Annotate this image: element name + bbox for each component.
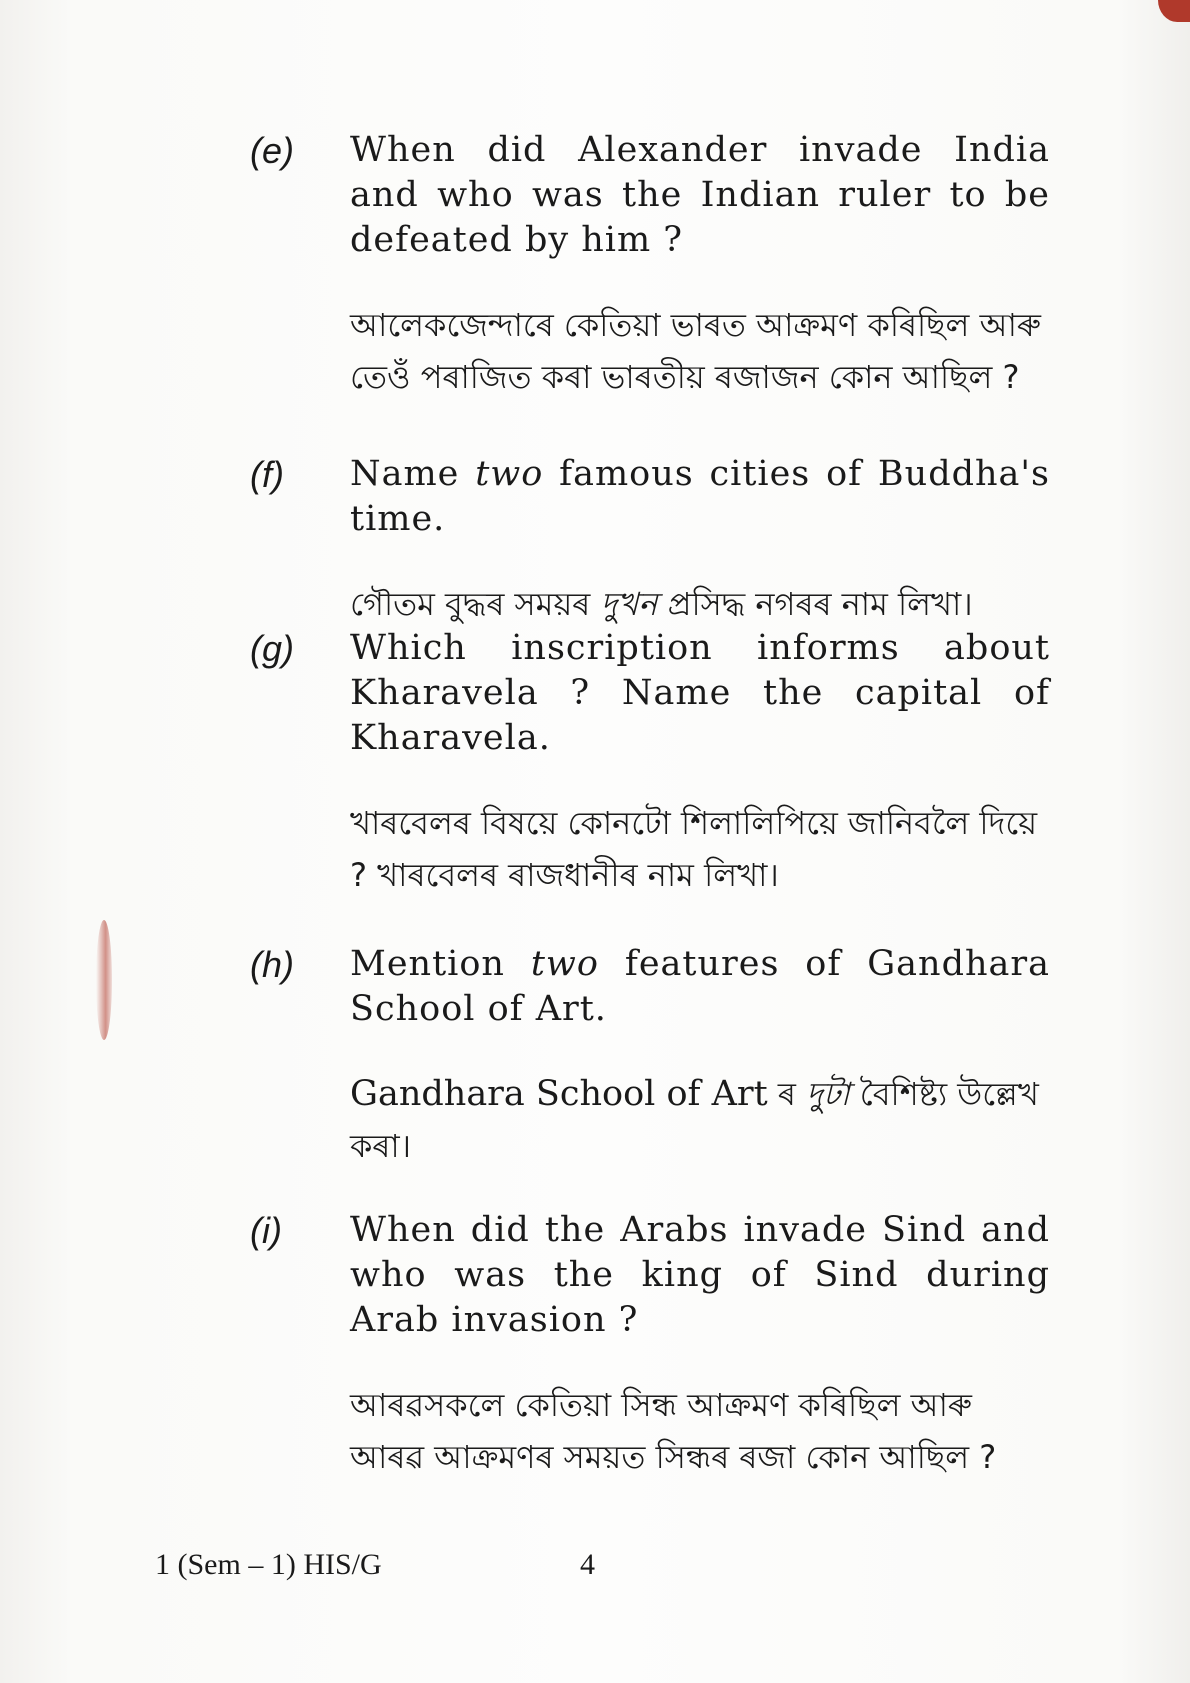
question-english-text [350,942,1050,1032]
question-english-text [350,452,1050,542]
text-part: ৰ [767,1075,807,1113]
question-label: (g) [250,628,294,669]
text-part: famous cities of Buddha's time. [350,454,1050,539]
question-english-text: When did the Arabs invade Sind and who was the king of Sind during Arab invasion ? [350,1210,1050,1340]
question-h [250,942,1050,1172]
question-f [250,452,1050,630]
question-assamese-text: খাৰবেলৰ বিষয়ে কোনটো শিলালিপিয়ে জানিবলৈ দিয়ে ? খাৰবেলৰ ৰাজধানীৰ নাম লিখা। [350,804,1038,894]
finger-edge-shadow [96,920,112,1040]
question-label: (f) [250,454,284,495]
text-part: Mention [350,944,531,984]
question-english-text: Which inscription informs about Kharavela ? Name the capital of Kharavela. [350,628,1050,758]
question-g [250,626,1050,901]
question-label: (i) [250,1210,282,1251]
question-english-text: When did Alexander invade India and who was the Indian ruler to be defeated by him ? [350,130,1050,260]
red-corner-mark [1158,0,1190,22]
text-part: গৌতম বুদ্ধৰ সময়ৰ [350,585,601,623]
question-i [250,1208,1050,1483]
text-part: features of Gandhara School of Art. [350,944,1050,1029]
text-part: Name [350,454,476,494]
page-number: 4 [580,1548,595,1581]
emphasis-text: two [475,454,544,494]
emphasis-text: দুখন [600,585,658,623]
question-label: (h) [250,944,294,985]
question-assamese-text [350,1068,1050,1172]
text-part: প্ৰসিদ্ধ নগৰৰ নাম লিখা। [657,585,973,623]
emphasis-text: two [530,944,599,984]
text-part: Gandhara School of Art [350,1074,768,1114]
question-assamese-text: আলেকজেন্দাৰে কেতিয়া ভাৰত আক্ৰমণ কৰিছিল আৰু তেওঁ পৰাজিত কৰা ভাৰতীয় ৰজাজন কোন আছিল ? [350,306,1041,396]
question-assamese-text: আৰৱসকলে কেতিয়া সিন্ধ আক্ৰমণ কৰিছিল আৰু আৰৱ আক্ৰমণৰ সময়ত সিন্ধৰ ৰজা কোন আছিল ? [350,1386,997,1476]
question-e [250,128,1050,403]
paper-code: 1 (Sem – 1) HIS/G [155,1548,382,1581]
question-label: (e) [250,130,294,171]
question-assamese-text [350,578,1050,630]
text-part: বৈশিষ্ট্য উল্লেখ কৰা। [350,1075,1039,1165]
emphasis-text: দুটা [806,1075,850,1113]
